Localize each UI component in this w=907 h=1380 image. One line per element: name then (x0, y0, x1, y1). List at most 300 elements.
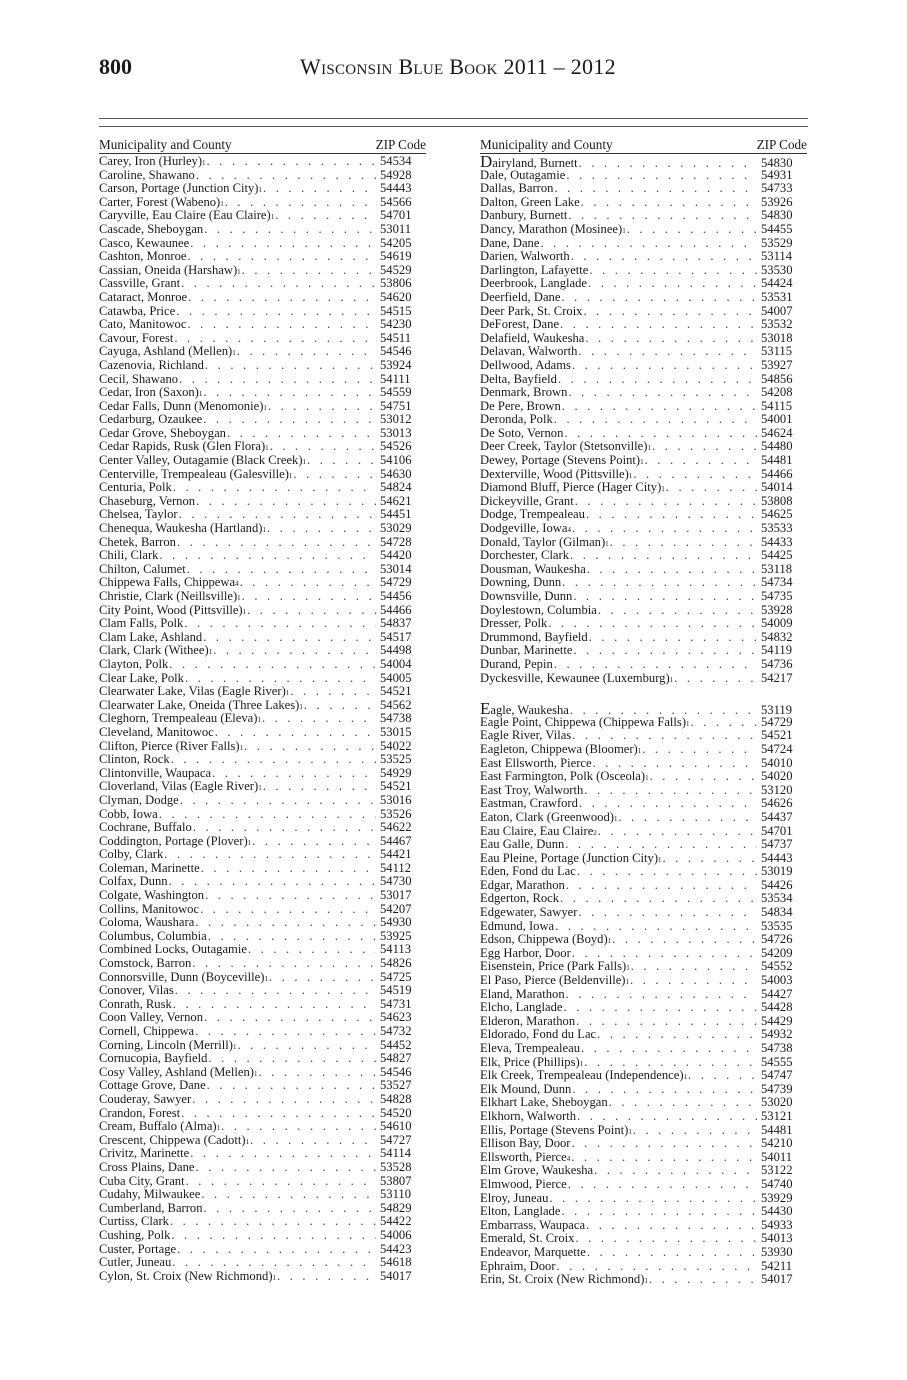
list-item: Centerville, Trempealeau (Galesville) 1 . . . 54630 (99, 468, 426, 482)
dot-leader (558, 373, 757, 387)
zip-code: 54433 (761, 534, 793, 549)
list-item (480, 196, 807, 210)
municipality-name: Collins, Manitowoc (99, 901, 200, 916)
dot-leader (554, 182, 757, 196)
zip-code: 54827 (380, 1051, 412, 1066)
dot-leader (262, 712, 376, 726)
list-item: Eau Claire, Eau Claire 2 . . . 54701 (480, 825, 807, 839)
zip-code: 54230 (380, 317, 412, 332)
list-item (99, 767, 426, 781)
zip-code: 53013 (380, 425, 412, 440)
dot-leader (593, 757, 757, 771)
dot-leader (598, 604, 757, 618)
dot-leader (205, 359, 376, 373)
municipality-name: Eleva, Trempealeau (480, 1041, 581, 1055)
dot-leader (572, 522, 757, 536)
zip-code: 54826 (380, 956, 412, 971)
list-item (99, 1052, 426, 1066)
municipality-name: Downing, Dunn (480, 575, 562, 590)
zip-code: 53020 (761, 1095, 793, 1110)
zip-code: 54729 (761, 714, 793, 729)
dot-leader (172, 1256, 376, 1270)
zip-code: 54443 (380, 181, 412, 196)
list-item (99, 1161, 426, 1175)
municipality-name: Dodgeville, Iowa (480, 521, 568, 536)
dot-leader (652, 440, 757, 454)
municipality-name: Corning, Lincoln (Merrill) (99, 1037, 233, 1052)
dot-leader (187, 318, 376, 332)
list-item (480, 413, 807, 427)
zip-code: 54751 (380, 398, 412, 413)
list-item (99, 1256, 426, 1270)
list-item (99, 1243, 426, 1257)
list-item (480, 277, 807, 291)
zip-code: 54526 (380, 439, 412, 454)
list-item (480, 1042, 807, 1056)
zip-code: 54559 (380, 385, 412, 400)
dot-leader (203, 413, 376, 427)
zip-code: 54562 (380, 697, 412, 712)
list-item (99, 536, 426, 550)
municipality-name: Elroy, Juneau (480, 1190, 549, 1205)
list-item: Cassian, Oneida (Harshaw) 1 . . . 54529 (99, 264, 426, 278)
list-item (480, 757, 807, 771)
municipality-name: Cecil, Shawano (99, 371, 179, 386)
municipality-name: Colfax, Dunn (99, 874, 168, 889)
list-item (480, 345, 807, 359)
municipality-name: Elm Grove, Waukesha (480, 1163, 594, 1178)
list-item: Dexterville, Wood (Pittsville) 1 . . . 54466 (480, 468, 807, 482)
list-item (99, 916, 426, 930)
list-item (480, 1192, 807, 1206)
zip-code: 53121 (761, 1108, 793, 1123)
list-item (99, 549, 426, 563)
list-item (480, 1178, 807, 1192)
dot-leader (586, 508, 757, 522)
municipality-name: Centerville, Trempealeau (Galesville) (99, 466, 289, 481)
municipality-name: Cascade, Sheboygan (99, 221, 204, 236)
list-item: Diamond Bluff, Pierce (Hager City) 1 . . . 54014 (480, 481, 807, 495)
list-item: El Paso, Pierce (Beldenville) 1 . . . 54003 (480, 974, 807, 988)
zip-code: 54009 (761, 616, 793, 631)
list-item (99, 277, 426, 291)
municipality-name: Delafield, Waukesha (480, 330, 585, 345)
list-item (480, 359, 807, 373)
dot-leader (196, 495, 376, 509)
municipality-name: Edgar, Marathon (480, 877, 565, 892)
municipality-name: Edson, Chippewa (Boyd) (480, 932, 608, 947)
municipality-name: Elcho, Langlade (480, 1000, 563, 1015)
list-item: Cedar Falls, Dunn (Menomonie) 1 . . . 54751 (99, 400, 426, 414)
list-item (480, 1164, 807, 1178)
list-item (480, 1232, 807, 1246)
list-item (99, 808, 426, 822)
municipality-name: Darien, Walworth (480, 249, 570, 264)
zip-code: 54422 (380, 1214, 412, 1229)
list-item: Crescent, Chippewa (Cadott) 1 . . . 54727 (99, 1134, 426, 1148)
municipality-name: Colgate, Washington (99, 888, 205, 903)
municipality-name: Conover, Vilas (99, 983, 174, 998)
municipality-name: Carson, Portage (Junction City) (99, 181, 259, 196)
list-item (480, 291, 807, 305)
list-item (99, 1011, 426, 1025)
municipality-name: Embarrass, Waupaca (480, 1217, 586, 1232)
zip-code: 54736 (761, 656, 793, 671)
zip-code: 54106 (380, 453, 412, 468)
zip-code: 54737 (761, 837, 793, 852)
dot-leader (181, 277, 376, 291)
municipality-name: Cuba City, Grant (99, 1173, 185, 1188)
dot-leader (293, 468, 376, 482)
list-item: Dancy, Marathon (Mosinee) 1 . . . 54455 (480, 223, 807, 237)
dot-leader (237, 1039, 376, 1053)
zip-code: 54209 (761, 945, 793, 960)
zip-code: 54555 (761, 1054, 793, 1069)
list-item (480, 549, 807, 563)
municipality-name: Comstock, Barron (99, 956, 192, 971)
list-item (480, 1137, 807, 1151)
list-item (480, 250, 807, 264)
municipality-name: Ellison Bay, Door (480, 1136, 571, 1151)
list-item: Carson, Portage (Junction City) 1 . . . 54443 (99, 182, 426, 196)
municipality-name: Durand, Pepin (480, 656, 553, 671)
zip-code: 53534 (761, 891, 793, 906)
dot-leader (181, 1107, 376, 1121)
dot-leader (213, 644, 376, 658)
list-item: Erin, St. Croix (New Richmond) 1 . . . 54017 (480, 1273, 807, 1287)
zip-code: 54932 (761, 1027, 793, 1042)
zip-code: 54933 (761, 1217, 793, 1232)
dot-leader (290, 685, 376, 699)
municipality-name: Eau Pleine, Portage (Junction City) (480, 850, 659, 865)
list-item (480, 1028, 807, 1042)
municipality-name: Delta, Bayfield (480, 371, 557, 386)
dot-leader (554, 413, 757, 427)
dot-leader (212, 767, 376, 781)
municipality-name: Dewey, Portage (Stevens Point) (480, 453, 641, 468)
zip-code: 54481 (761, 453, 793, 468)
dot-leader (633, 468, 757, 482)
zip-code: 53029 (380, 521, 412, 536)
zip-code: 54738 (380, 711, 412, 726)
list-item (99, 875, 426, 889)
municipality-name: Elkhart Lake, Sheboygan (480, 1095, 608, 1110)
list-item: Donald, Taylor (Gilman) 1 . . . 54433 (480, 536, 807, 550)
list-item (480, 563, 807, 577)
zip-code: 53014 (380, 561, 412, 576)
dot-leader (244, 740, 376, 754)
list-item (480, 209, 807, 223)
municipality-name: DeForest, Dane (480, 317, 560, 332)
list-item (99, 1188, 426, 1202)
list-item (99, 821, 426, 835)
list-item: Cylon, St. Croix (New Richmond) 1 . . . 54017 (99, 1270, 426, 1284)
zip-code: 54733 (761, 181, 793, 196)
dot-leader (571, 1151, 757, 1165)
municipality-name: East Farmington, Polk (Osceola) (480, 769, 646, 784)
left-entries (99, 155, 426, 1283)
dot-leader (190, 237, 376, 251)
dot-leader (177, 536, 376, 550)
dot-leader (627, 223, 757, 237)
dot-leader (184, 617, 376, 631)
municipality-name: Clear Lake, Polk (99, 670, 184, 685)
dot-leader (566, 879, 757, 893)
dot-leader (588, 277, 757, 291)
dot-leader (173, 481, 376, 495)
list-item (99, 726, 426, 740)
zip-code: 54830 (761, 208, 793, 223)
municipality-name: Cassian, Oneida (Harshaw) (99, 262, 238, 277)
municipality-name: Cottage Grove, Dane (99, 1078, 206, 1093)
zip-code: 54834 (761, 905, 793, 920)
dot-leader (666, 481, 757, 495)
dot-leader (187, 563, 376, 577)
dot-leader (584, 1056, 757, 1070)
list-item (99, 631, 426, 645)
dot-leader (571, 250, 757, 264)
zip-code: 54119 (761, 643, 793, 658)
municipality-name: Dousman, Waukesha (480, 561, 586, 576)
right-column (480, 138, 807, 1287)
municipality-name: Dexterville, Wood (Pittsville) (480, 466, 629, 481)
dot-leader (576, 1015, 757, 1029)
list-item (480, 1219, 807, 1233)
dot-leader (204, 1011, 376, 1025)
zip-code: 54428 (761, 1000, 793, 1015)
dot-leader (691, 716, 757, 730)
dot-leader (171, 753, 376, 767)
municipality-name: East Troy, Walworth (480, 782, 584, 797)
municipality-name: East Ellsworth, Pierce (480, 755, 592, 770)
dot-leader (560, 318, 757, 332)
municipality-name: Cleghorn, Trempealeau (Eleva) (99, 711, 258, 726)
dot-leader (649, 1273, 757, 1287)
list-item (99, 495, 426, 509)
dot-leader (557, 1260, 757, 1274)
zip-code: 54207 (380, 901, 412, 916)
zip-code: 54010 (761, 755, 793, 770)
dot-leader (645, 454, 757, 468)
zip-code: 54625 (761, 507, 793, 522)
municipality-name: Cedar Rapids, Rusk (Glen Flora) (99, 439, 266, 454)
header-rule-top (99, 118, 808, 119)
list-item: Eagle Point, Chippewa (Chippewa Falls) 1 . . . 54729 (480, 716, 807, 730)
municipality-name: Cavour, Forest (99, 330, 174, 345)
list-item (99, 957, 426, 971)
zip-code: 54480 (761, 439, 793, 454)
zip-code: 54113 (380, 942, 412, 957)
zip-code: 54425 (761, 548, 793, 563)
list-item (480, 1205, 807, 1219)
zip-code: 54006 (380, 1227, 412, 1242)
zip-code: 54007 (761, 303, 793, 318)
zip-code: 53529 (761, 235, 793, 250)
list-item (99, 617, 426, 631)
zip-code: 53114 (761, 249, 793, 264)
zip-code: 54930 (380, 915, 412, 930)
list-item (99, 1093, 426, 1107)
dot-leader (173, 998, 376, 1012)
zip-code: 54466 (380, 602, 412, 617)
dot-leader (571, 1137, 757, 1151)
list-item (480, 617, 807, 631)
zip-code: 54515 (380, 303, 412, 318)
list-item (480, 373, 807, 387)
dot-leader (650, 770, 757, 784)
dot-leader (568, 386, 757, 400)
dot-leader (587, 1246, 757, 1260)
dot-leader (674, 672, 757, 686)
zip-code: 54734 (761, 575, 793, 590)
dot-leader (565, 838, 757, 852)
dot-leader (196, 169, 376, 183)
municipality-name: Eaton, Clark (Greenwood) (480, 809, 614, 824)
zip-code: 54455 (761, 221, 793, 236)
zip-code: 53012 (380, 412, 412, 427)
dot-leader (579, 797, 757, 811)
list-item (480, 1260, 807, 1274)
dot-leader (688, 1069, 757, 1083)
dot-leader (180, 794, 376, 808)
list-item: Ellis, Portage (Stevens Point) 1 . . . 54481 (480, 1124, 807, 1138)
municipality-name: Cutler, Juneau (99, 1255, 172, 1270)
zip-code: 54421 (380, 847, 412, 862)
zip-code: 53808 (761, 493, 793, 508)
list-item: Cream, Buffalo (Alma) 1 . . . 54610 (99, 1120, 426, 1134)
zip-code: 54210 (761, 1136, 793, 1151)
dot-leader (581, 1042, 757, 1056)
dot-leader (609, 1096, 757, 1110)
dot-leader (630, 974, 757, 988)
list-item (99, 930, 426, 944)
list-item: East Farmington, Polk (Osceola) 1 . . . 54020 (480, 770, 807, 784)
zip-code: 53110 (380, 1187, 412, 1202)
municipality-name: De Soto, Vernon (480, 425, 564, 440)
list-item: Dewey, Portage (Stevens Point) 1 . . . 54481 (480, 454, 807, 468)
list-item: Center Valley, Outagamie (Black Creek) 1 . . . 54106 (99, 454, 426, 468)
municipality-name: Ellsworth, Pierce (480, 1149, 567, 1164)
zip-code: 54014 (761, 480, 793, 495)
list-item: Edson, Chippewa (Boyd) 1 . . . 54726 (480, 933, 807, 947)
municipality-name: Chilton, Calumet (99, 561, 186, 576)
zip-code: 54931 (761, 167, 793, 182)
zip-code: 54624 (761, 425, 793, 440)
dot-leader (270, 440, 376, 454)
list-item (99, 373, 426, 387)
list-item (99, 413, 426, 427)
municipality-name: Deerfield, Dane (480, 289, 561, 304)
dot-leader (164, 848, 376, 862)
zip-code: 54211 (761, 1258, 793, 1273)
municipality-name: Eland, Marathon (480, 986, 565, 1001)
zip-code: 54725 (380, 969, 412, 984)
zip-code: 53928 (761, 602, 793, 617)
zip-code: 54529 (380, 262, 412, 277)
zip-code: 54521 (761, 728, 793, 743)
municipality-name: Cumberland, Barron (99, 1200, 203, 1215)
municipality-name: Edgerton, Rock (480, 891, 560, 906)
list-item (480, 644, 807, 658)
municipality-name: Cleveland, Manitowoc (99, 724, 214, 739)
list-item (480, 838, 807, 852)
zip-code: 53806 (380, 276, 412, 291)
list-item (480, 1015, 807, 1029)
municipality-name: Catawba, Price (99, 303, 176, 318)
list-item (99, 169, 426, 183)
list-item (99, 508, 426, 522)
dot-leader (548, 617, 757, 631)
municipality-name: Darlington, Lafayette (480, 262, 589, 277)
list-item (99, 794, 426, 808)
municipality-name: Dyckesville, Kewaunee (Luxemburg) (480, 670, 670, 685)
dot-leader (252, 835, 376, 849)
dot-leader (633, 1124, 757, 1138)
zip-code: 54828 (380, 1091, 412, 1106)
dot-leader (203, 631, 376, 645)
municipality-name: Cushing, Polk (99, 1227, 171, 1242)
list-item (99, 848, 426, 862)
zip-code: 54832 (761, 629, 793, 644)
list-item (99, 305, 426, 319)
zip-code: 54517 (380, 629, 412, 644)
zip-code: 54519 (380, 983, 412, 998)
list-item: Eagleton, Chippewa (Bloomer) 1 . . . 54724 (480, 743, 807, 757)
dot-leader (304, 699, 376, 713)
page-number: 800 (99, 54, 132, 79)
municipality-name: Dorchester, Clark (480, 548, 570, 563)
zip-code: 54205 (380, 235, 412, 250)
municipality-name: El Paso, Pierce (Beldenville) (480, 973, 626, 988)
municipality-name: Coddington, Portage (Plover) (99, 833, 248, 848)
zip-code: 54610 (380, 1119, 412, 1134)
zip-code: 54534 (380, 154, 412, 168)
list-item (99, 1147, 426, 1161)
list-item (99, 237, 426, 251)
dot-leader (570, 549, 757, 563)
list-item (480, 906, 807, 920)
list-item: Cedar, Iron (Saxon) 1 . . . 54559 (99, 386, 426, 400)
municipality-name: Deerbrook, Langlade (480, 276, 587, 291)
section-spacer (480, 685, 807, 702)
dot-leader (564, 1001, 757, 1015)
zip-code: 54730 (380, 874, 412, 889)
municipality-name: Chenequa, Waukesha (Hartland) (99, 521, 263, 536)
zip-code: 54701 (380, 208, 412, 223)
dot-leader (192, 1093, 376, 1107)
dot-leader (610, 536, 757, 550)
zip-code: 54429 (761, 1013, 793, 1028)
zip-code: 54466 (761, 466, 793, 481)
municipality-name: Diamond Bluff, Pierce (Hager City) (480, 480, 662, 495)
zip-code: 54727 (380, 1132, 412, 1147)
dot-leader (242, 590, 376, 604)
municipality-name: Denmark, Brown (480, 385, 568, 400)
zip-code: 53526 (380, 806, 412, 821)
zip-code: 53533 (761, 521, 793, 536)
list-item (99, 223, 426, 237)
dot-leader (566, 169, 757, 183)
list-item: Corning, Lincoln (Merrill) 1 . . . 54452 (99, 1039, 426, 1053)
dot-leader (572, 729, 757, 743)
municipality-name: Cudahy, Milwaukee (99, 1187, 201, 1202)
list-item: Clearwater Lake, Vilas (Eagle River) 1 . . . 54521 (99, 685, 426, 699)
dot-leader (275, 209, 376, 223)
zip-code: 54430 (761, 1204, 793, 1219)
municipality-name: Elk, Price (Phillips) (480, 1054, 580, 1069)
zip-code: 54735 (761, 589, 793, 603)
municipality-name: Clifton, Pierce (River Falls) (99, 738, 240, 753)
